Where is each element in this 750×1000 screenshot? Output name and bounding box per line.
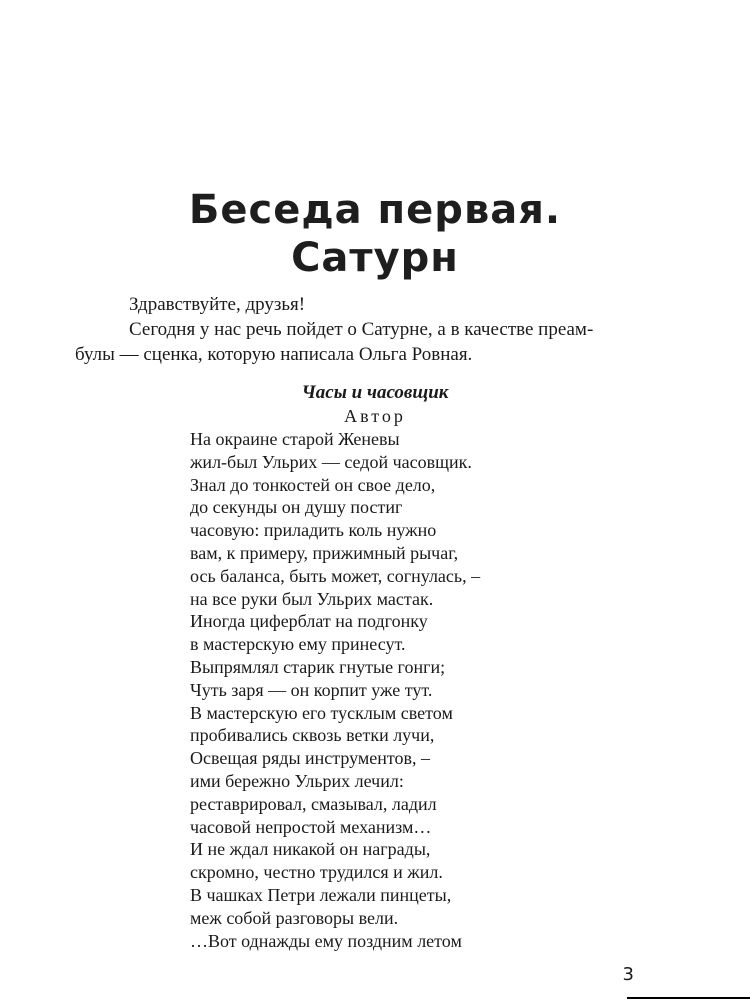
poem-line: жил-был Ульрих — седой часовщик. [190,451,472,472]
poem-line: скромно, честно трудился и жил. [190,862,443,883]
greeting-paragraph: Здравствуйте, друзья! [129,294,306,315]
poem-line: Выпрямлял старик гнутые гонги; [190,656,446,677]
poem-line: реставрировал, смазывал, ладил [190,793,437,814]
poem-line: Знал до тонкостей он свое дело, [190,474,436,495]
chapter-title-line-1: Беседа первая. [188,187,562,233]
poem-line: ось баланса, быть может, согнулась, – [190,565,481,586]
poem-line: часовой непростой механизм… [190,816,432,837]
chapter-title-line-2: Сатурн [291,235,459,281]
poem-line: …Вот однажды ему поздним летом [190,930,462,951]
poem-line: Чуть заря — он корпит уже тут. [190,679,433,700]
poem-line: на все руки был Ульрих мастак. [190,588,434,609]
poem-speaker: Автор [344,406,406,426]
page-number: 3 [622,964,634,985]
poem-title: Часы и часовщик [301,382,449,403]
poem-line: В чашках Петри лежали пинцеты, [190,884,452,905]
intro-paragraph-line-1: Сегодня у нас речь пойдет о Сатурне, а в качестве преам- [129,319,594,340]
intro-text [75,292,650,367]
poem-line: На окраине старой Женевы [190,429,400,449]
poem-line: ими бережно Ульрих лечил: [190,770,404,791]
poem-line: меж собой разговоры вели. [190,907,399,928]
poem-line: В мастерскую его тусклым светом [190,702,453,723]
poem-line: вам, к примеру, прижимный рычаг, [190,542,459,563]
poem-line: Освещая ряды инструментов, – [190,748,431,769]
poem-line: пробивались сквозь ветки лучи, [190,725,435,746]
poem-line: часовую: приладить коль нужно [190,520,437,541]
chapter-title [0,186,750,282]
poem-body [190,428,480,952]
intro-paragraph [75,317,650,367]
poem-line: Иногда циферблат на подгонку [190,611,428,632]
poem-line: И не ждал никакой он награды, [190,839,431,860]
poem-line: до секунды он душу постиг [190,497,403,518]
footer-rule [627,997,750,999]
poem-line: в мастерскую ему принесут. [190,634,406,655]
intro-paragraph-line-2: булы — сценка, которую написала Ольга Ровная. [75,344,473,365]
